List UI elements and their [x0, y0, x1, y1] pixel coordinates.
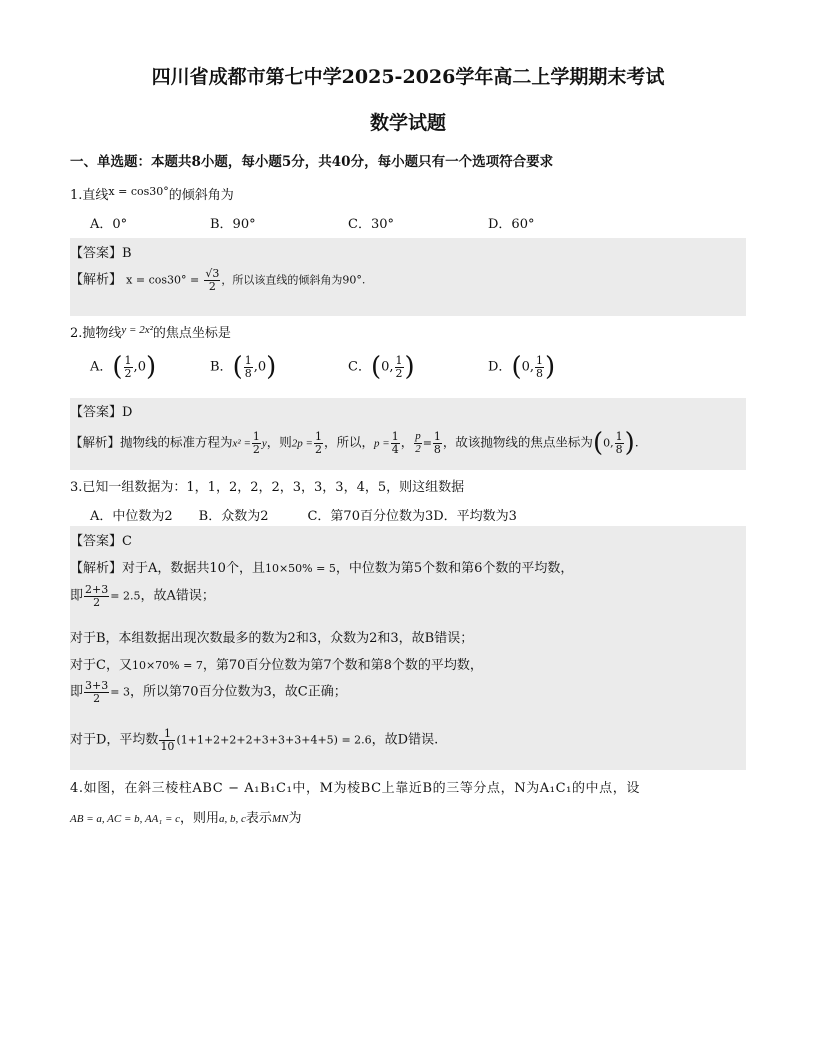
- q4-vectors: AB = a, AC = b, AA₁ = c: [70, 813, 181, 825]
- q2-a-m2: y: [261, 437, 267, 450]
- q2-suffix: 的焦点坐标是: [152, 326, 231, 341]
- q1-suffix: 的倾斜角为: [168, 188, 234, 203]
- q3-l2f-n: 2+3: [85, 583, 109, 596]
- q1-fraction: [204, 268, 220, 292]
- q1-option-d: D．60°: [488, 217, 535, 232]
- q2-analysis: 【解析】抛物线的标准方程为x² = $\frac{1}{2}$ y，则2p = $\frac{1}{2}$ ，所以，p = $\frac{1}{4}$ ， $\frac{p}{2}$ = $\frac{1}{8}$ ，故该抛物线的焦点坐标为(0, $\frac{1}{8}$ ).: [70, 428, 639, 458]
- q2-answer-value: D: [122, 405, 133, 420]
- q2-a-t3: ，所以，: [323, 434, 374, 450]
- q4-l2mn: MN: [271, 813, 289, 825]
- question-4-stem: 4.如图，在斜三棱柱ABC − A₁B₁C₁中，M为棱BC上靠近B的三等分点，N为A₁C₁的中点，设: [70, 781, 640, 796]
- question-4-line2: [70, 807, 301, 826]
- q3-l1m: 10×50% = 5: [264, 562, 336, 575]
- q2-option-d: D．(0, $\frac{1}{8}$ ): [488, 352, 556, 382]
- q3-analysis-line2: [70, 584, 215, 608]
- q2-f6-n: 1: [615, 429, 623, 443]
- q2-a-num: 1: [124, 353, 132, 367]
- answer-label: 【答案】: [70, 405, 123, 420]
- q3-l6f-n: 1: [159, 728, 175, 741]
- q1-analysis-text: ，所以该直线的倾斜角为90°.: [221, 273, 366, 287]
- q2-a-t1: 抛物线的标准方程为: [120, 434, 233, 450]
- q1-answer-value: B: [122, 246, 132, 261]
- q3-l4a: 对于C，又: [70, 658, 132, 673]
- page-title: 四川省成都市第七中学2025-2026学年高二上学期期末考试: [151, 66, 665, 88]
- q3-l1b: ，中位数为第5个数和第6个数的平均数，: [335, 561, 574, 576]
- page-subtitle: 数学试题: [369, 112, 446, 134]
- q3-l6m: (1+1+2+2+2+3+3+3+4+5) = 2.6: [176, 733, 372, 747]
- q2-f5-d: 8: [433, 442, 441, 456]
- q1-analysis-math: x = cos30° =: [126, 273, 200, 287]
- question-2-stem: [70, 322, 231, 341]
- q1-prefix: 1.直线: [70, 188, 109, 203]
- q2-b-y: 0: [257, 359, 267, 375]
- q1-frac-den: 2: [208, 279, 216, 293]
- q2-c-num: 1: [395, 353, 403, 367]
- answer-label: 【答案】: [70, 246, 123, 261]
- q3-l4b: ，第70百分位数为第7个数和第8个数的平均数，: [202, 658, 483, 673]
- q2-f1-n: 1: [252, 429, 260, 443]
- q2-prefix: 2.抛物线: [70, 326, 122, 341]
- q2-a-y: 0: [137, 359, 146, 375]
- q2-f1-d: 2: [252, 442, 260, 456]
- q3-answer: [70, 530, 132, 549]
- analysis-label: 【解析】: [70, 561, 123, 576]
- q2-a-m4: p =: [374, 437, 390, 450]
- q2-answer: [70, 401, 132, 420]
- q3-l6a: 对于D，平均数: [70, 732, 159, 748]
- q2-a-m3: 2p =: [291, 437, 313, 450]
- q2-option-a: A．( $\frac{1}{2}$ ,0): [90, 352, 157, 382]
- q2-a-m1: x² =: [232, 437, 251, 450]
- q2-letter-a: A．: [90, 359, 113, 375]
- q2-f2-d: 2: [314, 442, 322, 456]
- q2-d-den: 8: [536, 366, 544, 380]
- q2-f2-n: 1: [314, 429, 322, 443]
- q3-l5a: 即: [70, 684, 84, 700]
- q1-frac-num: √3: [205, 267, 220, 280]
- q2-f5-n: 1: [433, 429, 441, 443]
- q2-option-b: B．( $\frac{1}{8}$ ,0): [210, 352, 277, 382]
- question-1-stem: [70, 184, 234, 203]
- answer-label: 【答案】: [70, 534, 123, 549]
- q3-l5f-d: 2: [93, 691, 101, 705]
- question-3-stem: 3.已知一组数据为：1，1，2，2，2，3，3，3，4，5，则这组数据: [70, 480, 465, 495]
- q2-b-num: 1: [244, 353, 252, 367]
- q2-f3-d: 4: [391, 442, 399, 456]
- q2-f3-n: 1: [391, 429, 399, 443]
- q2-a-p1: 0,: [603, 436, 614, 450]
- q2-d-x: 0: [521, 359, 530, 375]
- q1-answer: [70, 242, 132, 261]
- q3-analysis-line5: [70, 680, 347, 704]
- analysis-label: 【解析】: [70, 272, 123, 288]
- analysis-label: 【解析】: [70, 434, 121, 450]
- q3-analysis-line3: 对于B，本组数据出现次数最多的数为2和3，众数为2和3，故B错误；: [70, 631, 474, 646]
- q1-analysis: [70, 268, 365, 292]
- q2-f4-n: p: [415, 429, 421, 442]
- q2-b-den: 8: [244, 366, 252, 380]
- q3-l5m: = 3: [110, 685, 130, 699]
- q3-l4m: 10×70% = 7: [131, 659, 203, 672]
- q3-options: A．中位数为2 B．众数为2 C．第70百分位数为3D．平均数为3: [90, 509, 517, 524]
- q4-l2c: 为: [288, 811, 302, 826]
- q2-a-m5: =: [422, 436, 432, 450]
- q3-l5b: ，所以第70百分位数为3，故C正确；: [129, 684, 347, 700]
- q1-option-b: B．90°: [210, 217, 256, 232]
- q4-l2b: 表示: [245, 811, 272, 826]
- q3-l2m: = 2.5: [110, 589, 141, 603]
- q2-c-x: 0: [381, 359, 390, 375]
- q2-letter-b: B．: [210, 359, 233, 375]
- q2-a-t6: .: [634, 434, 639, 450]
- q2-c-den: 2: [395, 366, 403, 380]
- q3-l2f-d: 2: [93, 595, 101, 609]
- q3-analysis-line4: [70, 654, 483, 673]
- q3-l2a: 即: [70, 588, 84, 604]
- q3-l1a: 对于A，数据共10个，且: [122, 561, 265, 576]
- q4-l2v: a, b, c: [219, 813, 246, 825]
- q2-f6-d: 8: [615, 442, 623, 456]
- q2-a-t5: ，故该抛物线的焦点坐标为: [442, 434, 593, 450]
- q1-math: x = cos30°: [108, 185, 169, 198]
- q3-l6f-d: 10: [160, 739, 175, 753]
- q3-analysis-line1: [70, 557, 573, 576]
- q2-d-num: 1: [536, 353, 544, 367]
- q4-l2a: ，则用: [180, 811, 220, 826]
- q2-letter-d: D．: [488, 359, 512, 375]
- q3-l2b: ，故A错误；: [140, 588, 215, 604]
- q2-f4-d: 2: [415, 442, 421, 455]
- q2-a-den: 2: [124, 366, 132, 380]
- q3-answer-value: C: [122, 534, 132, 549]
- q2-math: y = 2x²: [121, 324, 153, 336]
- q3-l5f-n: 3+3: [85, 679, 109, 692]
- q2-a-t4: ，: [400, 434, 414, 450]
- q2-a-t2: ，则: [266, 434, 292, 450]
- section-heading: 一、单选题：本题共8小题，每小题5分，共40分，每小题只有一个选项符合要求: [70, 154, 554, 170]
- q3-analysis-line6: [70, 728, 438, 752]
- q3-l6b: ，故D错误.: [371, 732, 439, 748]
- q2-letter-c: C．: [348, 359, 371, 375]
- q1-option-a: A．0°: [90, 217, 128, 232]
- q2-option-c: C．(0, $\frac{1}{2}$ ): [348, 352, 415, 382]
- q1-option-c: C．30°: [348, 217, 394, 232]
